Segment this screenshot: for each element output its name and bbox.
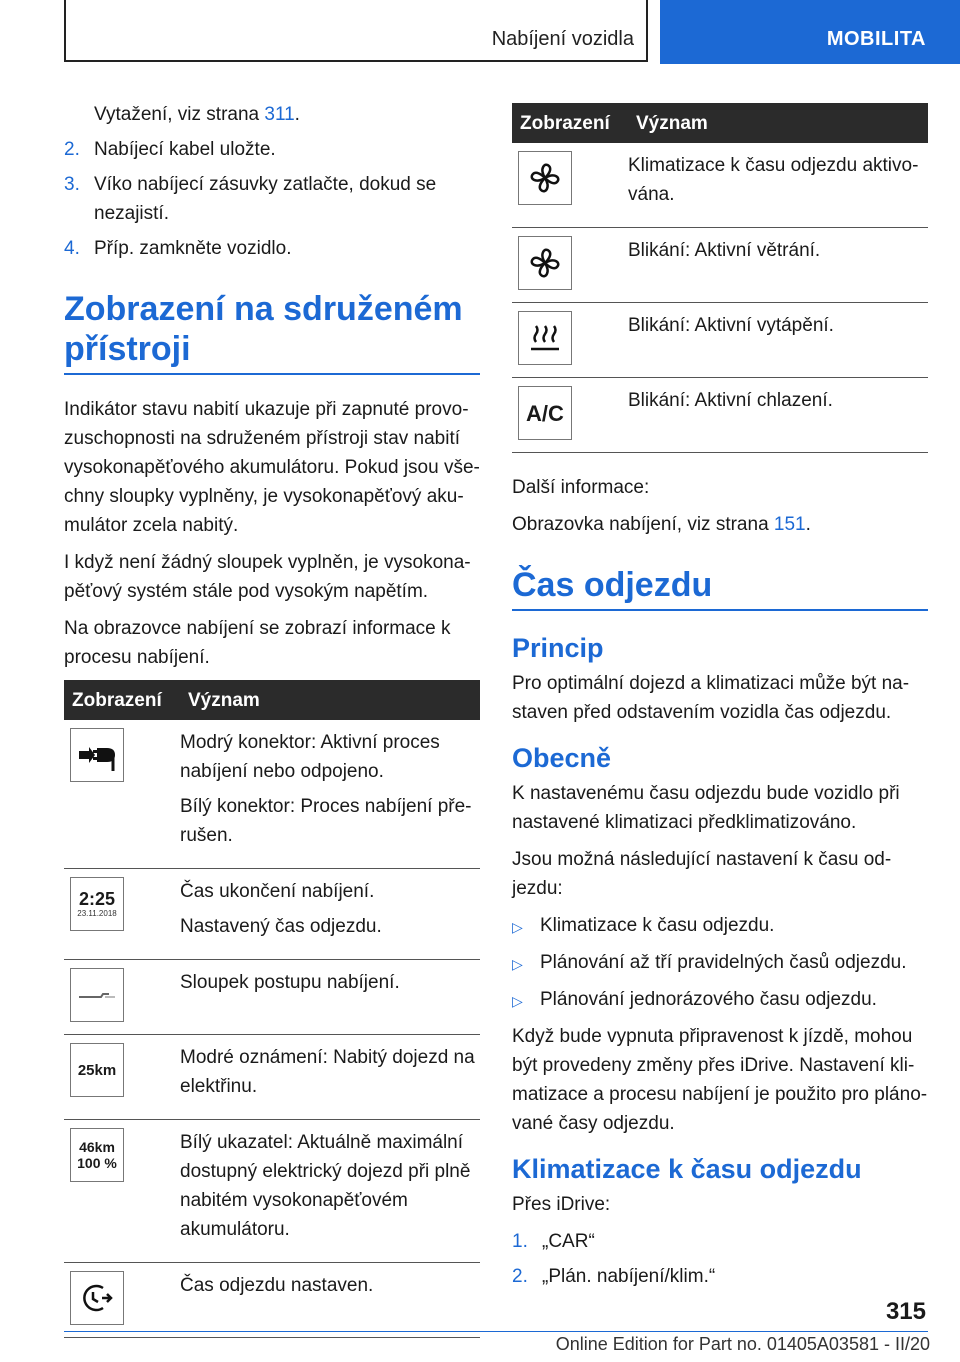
left-column (64, 100, 480, 1338)
triangle-bullet-icon: ▷ (512, 993, 523, 1009)
heating-icon (518, 311, 572, 365)
table-header-display: Zobrazení (64, 680, 180, 720)
range-25km-icon: 25km (70, 1043, 124, 1097)
page-number: 315 (885, 1298, 926, 1325)
paragraph: K nastavenému času odjezdu bude vozidlo při nastavené klimatizaci předklimatizováno. (512, 783, 900, 833)
climate-indicator-table (512, 103, 928, 453)
ac-icon: A/C (518, 386, 572, 440)
subheading-climate: Klimatizace k času odjezdu (512, 1154, 862, 1184)
paragraph: Indikátor stavu nabití ukazuje při zapnuté provozuschopnosti na sdruženém přístroji stav nabití vysokonapěťového akumulátoru. Pokud jsou všechny sloupky vyplněny, je vysokonapěťový akumulátor zcela nabitý. (64, 399, 480, 536)
table-header-meaning: Význam (628, 103, 928, 143)
table-row: Modrý konektor: Aktivní proces nabíjení nebo odpojeno. Bílý konektor: Proces nabíjení přerušen. (64, 720, 480, 869)
table-row: Blikání: Aktivní vytápění. (512, 303, 928, 378)
header-chapter-tab (660, 0, 960, 64)
list-item: 2. Nabíjecí kabel uložte. (64, 139, 276, 160)
footer-divider (64, 1331, 928, 1332)
list-item: 2. „Plán. nabíjení/klim.“ (512, 1266, 716, 1287)
list-item: 3. Víko nabíjecí zásuvky zatlačte, dokud se nezajistí. (64, 174, 437, 224)
triangle-bullet-icon: ▷ (512, 956, 523, 972)
more-info-line: Obrazovka nabíjení, viz strana 151. (512, 514, 811, 535)
continued-step: Vytažení, viz strana 311. (94, 104, 300, 125)
triangle-bullet-icon: ▷ (512, 919, 523, 935)
header-chapter-title: MOBILITA (826, 28, 926, 50)
paragraph: Když bude vypnuta připravenost k jízdě, mohou být provedeny změny přes iDrive. Nastavení klimatizace a procesu nabíjení je použito pro plánované časy odjezdu. (512, 1026, 928, 1134)
table-row: 2:25 23.11.2018 Čas ukončení nabíjení. Nastavený čas odjezdu. (64, 869, 480, 960)
paragraph: Na obrazovce nabíjení se zobrazí informace k procesu nabíjení. (64, 618, 451, 668)
section-heading: Zobrazení na sdruženém přístroji (64, 289, 480, 375)
indicator-table (64, 680, 480, 1338)
list-item: 1. „CAR“ (512, 1231, 595, 1252)
table-row: Sloupek postupu nabíjení. (64, 960, 480, 1035)
table-row: Blikání: Aktivní větrání. (512, 228, 928, 303)
charge-end-time-icon: 2:25 23.11.2018 (70, 877, 124, 931)
table-row: 25km Modré oznámení: Nabitý dojezd na elektřinu. (64, 1035, 480, 1120)
header-section-title: Nabíjení vozidla (491, 28, 634, 50)
paragraph: Přes iDrive: (512, 1194, 611, 1215)
page-link-151[interactable]: 151 (773, 514, 806, 535)
fan-icon (518, 236, 572, 290)
paragraph: Jsou možná následující nastavení k času odjezdu: (512, 849, 892, 899)
range-46km-icon: 46km 100 % (70, 1128, 124, 1182)
list-item: 4. Příp. zamkněte vozidlo. (64, 238, 292, 259)
footer-edition: Online Edition for Part no. 01405A03581 - II/20 (555, 1334, 930, 1354)
table-header-display: Zobrazení (512, 103, 628, 143)
right-column (512, 100, 928, 1297)
table-header-meaning: Význam (180, 680, 480, 720)
header-section-box (64, 0, 648, 62)
page-link-311[interactable]: 311 (264, 104, 295, 125)
table-row: A/C Blikání: Aktivní chlazení. (512, 378, 928, 453)
list-item: ▷ Plánování jednorázového času odjezdu. (512, 985, 928, 1016)
more-info-label: Další informace: (512, 477, 650, 498)
section-heading: Čas odjezdu (512, 565, 928, 611)
table-row: 46km 100 % Bílý ukazatel: Aktuálně maximální dostupný elektrický dojezd při plně nabitém vysokonapěťovém akumulátoru. (64, 1120, 480, 1263)
paragraph: Pro optimální dojezd a klimatizaci může být nastaven před odstavením vozidla čas odjezdu. (512, 673, 910, 723)
fan-icon (518, 151, 572, 205)
paragraph: I když není žádný sloupek vyplněn, je vysokonapěťový systém stále pod vysokým napětím. (64, 552, 471, 602)
table-row: Klimatizace k času odjezdu aktivována. (512, 143, 928, 228)
subheading-general: Obecně (512, 743, 612, 773)
charging-connector-icon (70, 728, 124, 782)
list-item: ▷ Plánování až tří pravidelných časů odjezdu. (512, 948, 928, 979)
subheading-principle: Princip (512, 633, 604, 663)
list-item: ▷ Klimatizace k času odjezdu. (512, 911, 928, 942)
table-row: Čas odjezdu nastaven. (64, 1263, 480, 1338)
departure-time-icon (70, 1271, 124, 1325)
charge-progress-bar-icon (70, 968, 124, 1022)
